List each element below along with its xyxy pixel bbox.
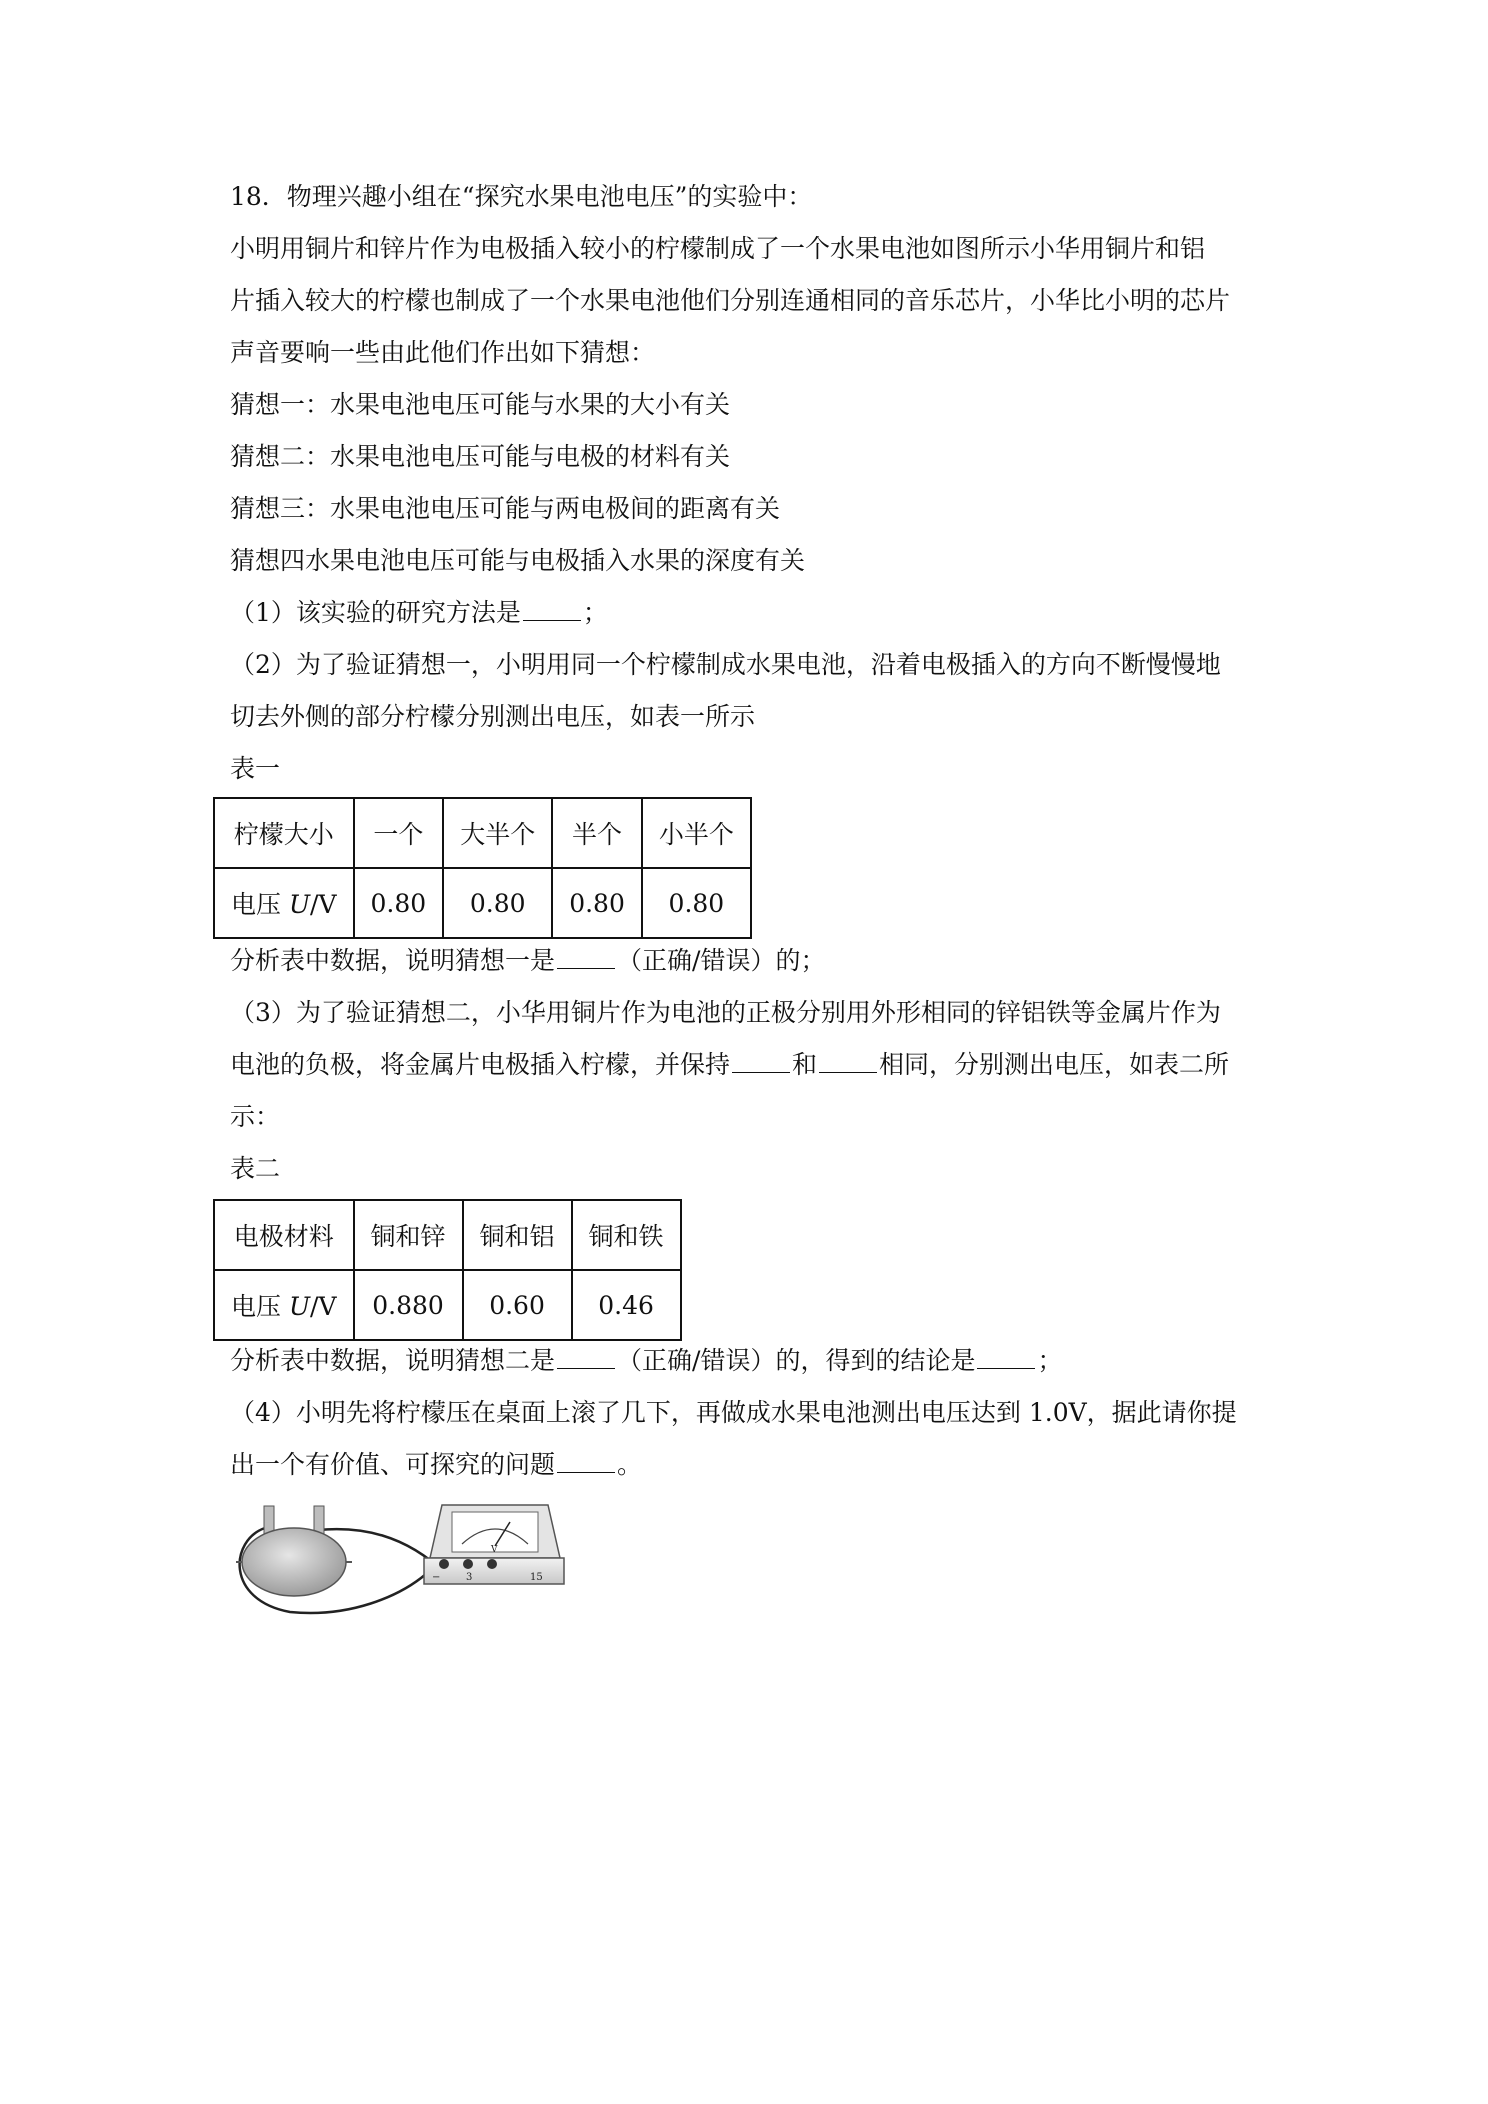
part2-line: （2）为了验证猜想一，小明用同一个柠檬制成水果电池，沿着电极插入的方向不断慢慢地	[230, 650, 1221, 679]
analysis1-text: 分析表中数据，说明猜想一是	[230, 946, 556, 975]
table1-caption: 表一	[230, 754, 281, 783]
part3-line	[230, 1048, 1229, 1082]
fruit-battery-circuit-figure	[230, 1500, 570, 1620]
part3-text: 电池的负极，将金属片电极插入柠檬，并保持	[230, 1050, 731, 1079]
part3-text: 相同，分别测出电压，如表二所	[879, 1050, 1230, 1079]
table-cell: 0.60	[463, 1270, 572, 1340]
table2	[213, 1199, 682, 1341]
part1-text: （1）该实验的研究方法是	[230, 598, 521, 627]
table-cell: 铜和锌	[354, 1200, 463, 1270]
voltage-symbol: U	[288, 1292, 311, 1321]
table-cell: 0.80	[552, 868, 642, 938]
answer-blank[interactable]	[557, 944, 615, 969]
table-cell	[214, 868, 354, 938]
voltage-unit: /V	[310, 1292, 337, 1321]
table-cell: 铜和铁	[572, 1200, 681, 1270]
intro-line: 片插入较大的柠檬也制成了一个水果电池他们分别连通相同的音乐芯片，小华比小明的芯片	[230, 286, 1231, 315]
terminal-label: −	[432, 1572, 441, 1583]
question-title: 18．物理兴趣小组在“探究水果电池电压”的实验中：	[230, 182, 813, 211]
answer-blank[interactable]	[557, 1448, 615, 1473]
terminal-icon	[463, 1559, 473, 1569]
voltmeter-symbol: V	[491, 1545, 498, 1555]
analysis2-text: 分析表中数据，说明猜想二是	[230, 1346, 556, 1375]
hypothesis-1: 猜想一：水果电池电压可能与水果的大小有关	[230, 390, 731, 419]
table-row	[214, 868, 751, 938]
intro-line: 声音要响一些由此他们作出如下猜想：	[230, 338, 656, 367]
table-row	[214, 798, 751, 868]
part1-end: ；	[582, 598, 608, 627]
answer-blank[interactable]	[523, 596, 581, 621]
part4-line	[230, 1448, 642, 1482]
answer-blank[interactable]	[557, 1344, 615, 1369]
table-cell	[214, 1270, 354, 1340]
part3-line: （3）为了验证猜想二，小华用铜片作为电池的正极分别用外形相同的锌铝铁等金属片作为	[230, 998, 1221, 1027]
part3-line: 示：	[230, 1102, 281, 1131]
voltage-label: 电压	[231, 1292, 289, 1321]
table-cell: 柠檬大小	[214, 798, 354, 868]
hypothesis-3: 猜想三：水果电池电压可能与两电极间的距离有关	[230, 494, 781, 523]
table-cell: 大半个	[443, 798, 552, 868]
table-cell: 半个	[552, 798, 642, 868]
analysis2-text: ；	[1037, 1346, 1063, 1375]
table-row	[214, 1270, 681, 1340]
table-cell: 铜和铝	[463, 1200, 572, 1270]
terminal-label: 3	[466, 1572, 473, 1583]
terminal-label: 15	[530, 1572, 543, 1583]
hypothesis-4: 猜想四水果电池电压可能与电极插入水果的深度有关	[230, 546, 806, 575]
part4-text: 出一个有价值、可探究的问题	[230, 1450, 556, 1479]
part3-text: 和	[792, 1050, 818, 1079]
terminal-icon	[487, 1559, 497, 1569]
part4-line: （4）小明先将柠檬压在桌面上滚了几下，再做成水果电池测出电压达到 1.0V，据此请你提	[230, 1398, 1237, 1427]
table-cell: 电极材料	[214, 1200, 354, 1270]
table-cell: 0.80	[443, 868, 552, 938]
analysis1-end: （正确/错误）的；	[617, 946, 826, 975]
table-cell: 一个	[354, 798, 444, 868]
terminal-icon	[439, 1559, 449, 1569]
table-cell: 0.46	[572, 1270, 681, 1340]
table-cell: 小半个	[642, 798, 751, 868]
voltage-unit: /V	[310, 890, 337, 919]
table-cell: 0.80	[642, 868, 751, 938]
answer-blank[interactable]	[977, 1344, 1035, 1369]
table-row	[214, 1200, 681, 1270]
analysis2	[230, 1344, 1062, 1378]
table-cell: 0.880	[354, 1270, 463, 1340]
analysis1	[230, 944, 825, 978]
table1	[213, 797, 752, 939]
lemon-icon	[242, 1528, 346, 1596]
table2-caption: 表二	[230, 1154, 281, 1183]
intro-line: 小明用铜片和锌片作为电极插入较小的柠檬制成了一个水果电池如图所示小华用铜片和铝	[230, 234, 1206, 263]
part2-line: 切去外侧的部分柠檬分别测出电压，如表一所示	[230, 702, 756, 731]
answer-blank[interactable]	[732, 1048, 790, 1073]
table-cell: 0.80	[354, 868, 444, 938]
voltage-symbol: U	[288, 890, 311, 919]
answer-blank[interactable]	[819, 1048, 877, 1073]
voltage-label: 电压	[231, 890, 289, 919]
part4-text: 。	[617, 1450, 643, 1479]
part1	[230, 596, 608, 630]
hypothesis-2: 猜想二：水果电池电压可能与电极的材料有关	[230, 442, 731, 471]
analysis2-text: （正确/错误）的，得到的结论是	[617, 1346, 976, 1375]
